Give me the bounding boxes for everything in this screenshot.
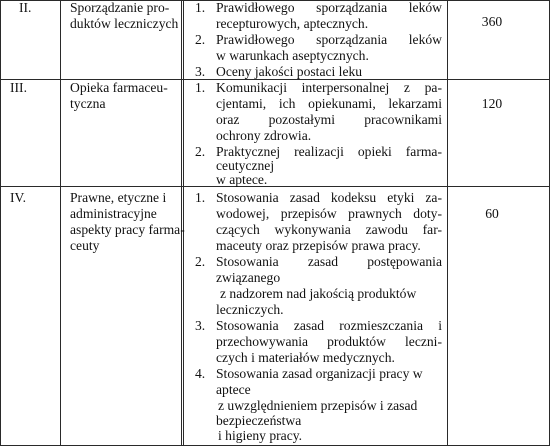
item-line: czych i materiałów medycznych. bbox=[216, 350, 395, 365]
hours-value: 360 bbox=[481, 14, 503, 29]
row-number: IV. bbox=[10, 190, 26, 205]
column-border bbox=[60, 0, 61, 446]
item-line: związanego bbox=[216, 270, 281, 285]
area-line: administracyjne bbox=[70, 206, 157, 221]
hours-value: 120 bbox=[481, 96, 503, 111]
item-number: 4. bbox=[195, 366, 206, 381]
item-line: Prawidłowego sporządzania leków bbox=[216, 32, 442, 47]
area-line: tyczna bbox=[70, 96, 106, 111]
item-line: Oceny jakości postaci leku bbox=[216, 64, 363, 79]
item-line: Stosowania zasad organizacji pracy w bbox=[216, 366, 423, 381]
item-line: Praktycznej realizacji opieki farma- bbox=[216, 144, 442, 159]
item-number: 2. bbox=[195, 144, 206, 159]
item-line: aptece bbox=[216, 382, 251, 397]
item-line: Stosowania zasad rozmieszczania i bbox=[216, 318, 442, 333]
item-line: Prawidłowego sporządzania leków bbox=[216, 0, 442, 15]
item-line: cjentami, ich opiekunami, lekarzami bbox=[216, 96, 442, 111]
item-line: Komunikacji interpersonalnej z pa- bbox=[216, 80, 442, 95]
row-number: II. bbox=[19, 0, 32, 15]
item-number: 3. bbox=[195, 318, 206, 333]
area-line: Sporządzanie pro- bbox=[70, 0, 170, 15]
row-border bbox=[0, 186, 550, 187]
item-line: Stosowania zasad postępowania bbox=[216, 254, 442, 269]
area-line: Prawne, etyczne i bbox=[70, 190, 167, 205]
column-border bbox=[447, 0, 448, 446]
item-line: Stosowania zasad kodeksu etyki za- bbox=[216, 190, 442, 205]
item-line: oraz pozostałymi pracownikami bbox=[216, 112, 442, 127]
item-line: maceuty oraz przepisów prawa pracy. bbox=[216, 238, 421, 253]
item-line: czących wykonywania zawodu far- bbox=[216, 222, 442, 237]
item-line: z nadzorem nad jakością produktów bbox=[220, 286, 417, 301]
item-number: 1. bbox=[195, 0, 206, 15]
area-line: Opieka farmaceu- bbox=[70, 80, 168, 95]
item-line: bezpieczeństwa bbox=[216, 413, 302, 428]
item-number: 1. bbox=[195, 80, 206, 95]
column-border bbox=[0, 0, 1, 446]
row-number: III. bbox=[10, 80, 27, 95]
item-line: recepturowych, aptecznych. bbox=[216, 16, 369, 31]
item-line: leczniczych. bbox=[216, 302, 284, 317]
hours-value: 60 bbox=[485, 206, 499, 221]
area-line: duktów leczniczych bbox=[70, 16, 179, 31]
item-line: ceutycznej bbox=[216, 158, 275, 173]
item-number: 1. bbox=[195, 190, 206, 205]
item-line: w warunkach aseptycznych. bbox=[216, 48, 369, 63]
item-line: w aptece. bbox=[216, 172, 268, 187]
item-line: przechowywania produktów leczni- bbox=[216, 334, 442, 349]
item-number: 3. bbox=[195, 64, 206, 79]
item-line: i higieny pracy. bbox=[218, 428, 303, 443]
item-number: 2. bbox=[195, 254, 206, 269]
item-line: ochrony zdrowia. bbox=[216, 128, 312, 143]
item-line: z uwzględnieniem przepisów i zasad bbox=[218, 398, 418, 413]
area-line: aspekty pracy farma- bbox=[70, 222, 185, 237]
item-number: 2. bbox=[195, 32, 206, 47]
area-line: ceuty bbox=[70, 238, 100, 253]
item-line: wodowej, przepisów prawnych doty- bbox=[216, 206, 442, 221]
